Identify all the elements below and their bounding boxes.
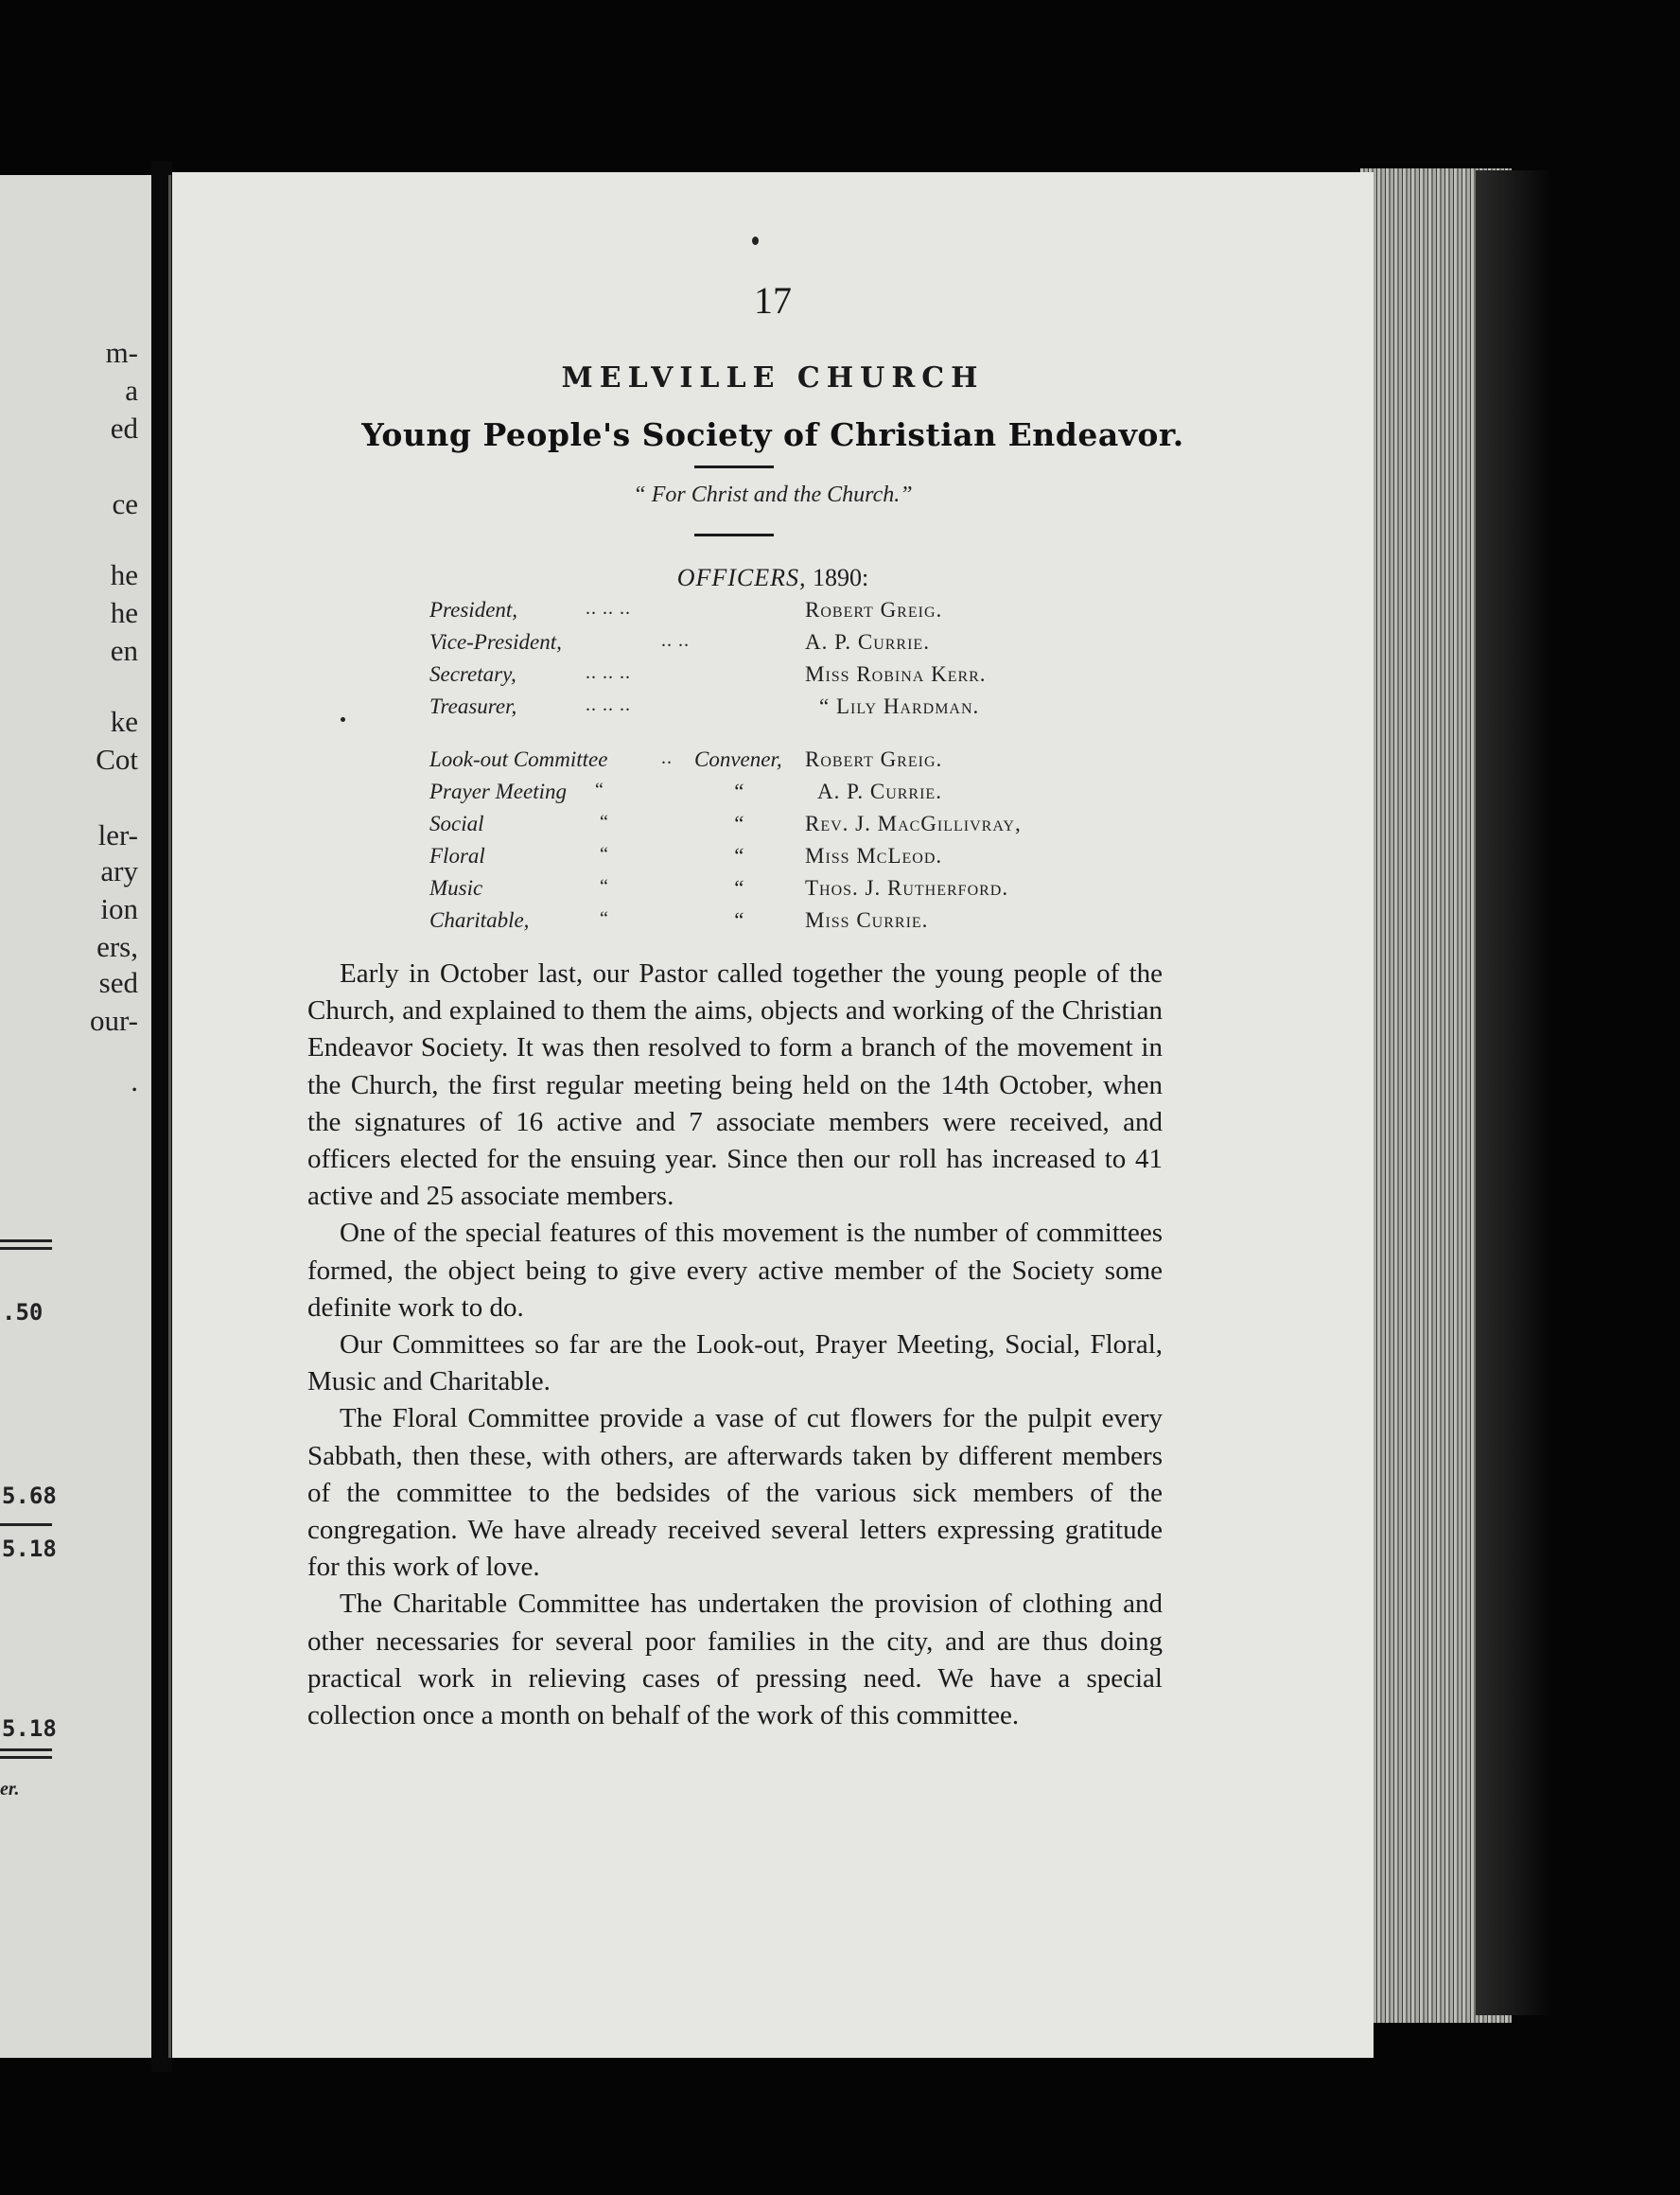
church-title: MELVILLE CHURCH	[561, 361, 985, 395]
officer-row	[429, 598, 1186, 630]
left-fragment: en	[110, 634, 138, 667]
convener-name: Miss McLeod.	[805, 844, 943, 868]
committee-name: Social	[429, 812, 484, 835]
officer-name: Miss Robina Kerr.	[805, 662, 987, 686]
left-fragment: a	[125, 374, 138, 407]
paragraph: One of the special features of this movement is the number of committees formed, the object being to give every active member of the Society some definite work to do.	[307, 1218, 1163, 1323]
ditto-mark: “	[600, 844, 609, 865]
ditto-mark: “	[732, 812, 744, 835]
officer-row	[429, 662, 1186, 694]
left-fragment: m-	[105, 336, 138, 369]
left-fragment: he	[110, 596, 138, 629]
previous-page-fragment	[0, 175, 151, 2058]
leader-dots: .. .. ..	[586, 662, 631, 683]
left-amount: 5.68	[2, 1483, 57, 1509]
officers-year: 1890:	[813, 564, 869, 591]
main-page	[172, 172, 1374, 2058]
left-fragment: er.	[0, 1779, 20, 1800]
left-rule	[0, 1523, 52, 1526]
leader-dots: ..	[661, 747, 673, 768]
ditto-mark: “	[595, 780, 604, 800]
officer-role: President,	[429, 598, 518, 622]
paragraph: The Floral Committee provide a vase of cut flowers for the pulpit every Sabbath, then these, with others, are afterwards taken by different members of the committee to the bedsides of the various sick members of the congregation. We have already received several letters expressing gratitude for this work of love.	[307, 1403, 1163, 1583]
body-text	[307, 956, 1163, 1734]
committee-row	[429, 780, 1186, 812]
convener-name: A. P. Currie.	[817, 780, 942, 803]
paragraph: Early in October last, our Pastor called together the young people of the Church, and explained to them the aims, objects and working of the Christian Endeavor Society. It was then resolved to form a branch of the movement in the Church, the first regular meeting being held on the 14th October, when the signatures of 16 active and 7 associate members were received, and officers elected for the ensuing year. Since then our roll has increased to 41 active and 25 associate members.	[307, 958, 1163, 1212]
ditto-mark: “	[732, 908, 744, 932]
officer-row	[429, 630, 1186, 662]
society-title: Young People's Society of Christian Endeavor.	[361, 416, 1184, 453]
left-amount: 5.18	[2, 1536, 57, 1562]
left-fragment: ke	[110, 705, 138, 738]
left-fragment: our-	[89, 1004, 138, 1037]
officers-label: OFFICERS,	[676, 564, 807, 591]
convener-name: Miss Currie.	[805, 908, 929, 932]
book-cover-edge	[1476, 170, 1551, 2015]
left-fragment: ce	[112, 487, 138, 520]
page-number: 17	[754, 279, 792, 322]
committee-row	[429, 812, 1186, 844]
paragraph: Our Committees so far are the Look-out, Prayer Meeting, Social, Floral, Music and Charitable.	[307, 1329, 1163, 1397]
left-fragment: he	[110, 558, 138, 591]
ditto-mark: “	[732, 876, 744, 900]
convener-label: Convener,	[694, 747, 782, 771]
officer-name: A. P. Currie.	[805, 630, 930, 654]
left-fragment: ary	[100, 854, 138, 887]
gutter-edge	[168, 175, 171, 2058]
committee-name: Look-out Committee	[429, 747, 608, 771]
left-fragment: Cot	[96, 743, 138, 776]
convener-name: Robert Greig.	[805, 747, 943, 771]
committee-row	[429, 876, 1186, 908]
left-fragment: .	[131, 1064, 138, 1098]
committee-name: Prayer Meeting	[429, 780, 567, 803]
left-double-rule	[0, 1748, 52, 1751]
committee-name: Floral	[429, 844, 485, 868]
left-fragment: ion	[100, 892, 138, 925]
title-rule	[694, 465, 774, 468]
left-fragment: ers,	[96, 930, 138, 963]
left-fragment: ler-	[97, 818, 138, 852]
ditto-mark: “	[600, 812, 609, 833]
ditto-mark: “	[600, 908, 609, 929]
committee-row	[429, 908, 1186, 940]
motto: “ For Christ and the Church.”	[633, 483, 913, 507]
paragraph: The Charitable Committee has undertaken the provision of clothing and other necessaries for several poor families in the city, and are thus doing practical work in relieving cases of pressing need. We have a special collection once a month on behalf of the work of this committee.	[307, 1589, 1163, 1731]
officer-name: Robert Greig.	[805, 598, 943, 622]
ditto-mark: “	[732, 780, 744, 803]
committee-name: Charitable,	[429, 908, 530, 932]
left-fragment: ed	[110, 412, 138, 445]
motto-rule	[694, 534, 774, 536]
officer-role: Vice-President,	[429, 630, 562, 654]
leader-dots: .. .. ..	[586, 598, 631, 619]
ditto-mark: “	[732, 844, 744, 868]
ink-speck	[752, 237, 759, 245]
committee-row	[429, 844, 1186, 876]
ink-speck	[341, 717, 345, 722]
left-amount: .50	[2, 1299, 44, 1326]
committee-row	[429, 747, 1186, 780]
convener-name: Rev. J. MacGillivray,	[805, 812, 1022, 835]
officer-role: Secretary,	[429, 662, 516, 686]
left-fragment: sed	[98, 966, 138, 999]
officers-heading	[172, 564, 1374, 592]
ditto-mark: “	[600, 876, 609, 897]
officer-name: “ Lily Hardman.	[819, 694, 980, 718]
left-double-rule	[0, 1756, 52, 1759]
officer-row	[429, 694, 1186, 727]
officer-role: Treasurer,	[429, 694, 517, 718]
leader-dots: .. .. ..	[586, 694, 631, 715]
left-amount: 5.18	[2, 1715, 57, 1742]
convener-name: Thos. J. Rutherford.	[805, 876, 1009, 900]
left-double-rule	[0, 1247, 52, 1250]
leader-dots: .. ..	[661, 630, 690, 651]
left-double-rule	[0, 1239, 52, 1242]
committee-name: Music	[429, 876, 483, 900]
